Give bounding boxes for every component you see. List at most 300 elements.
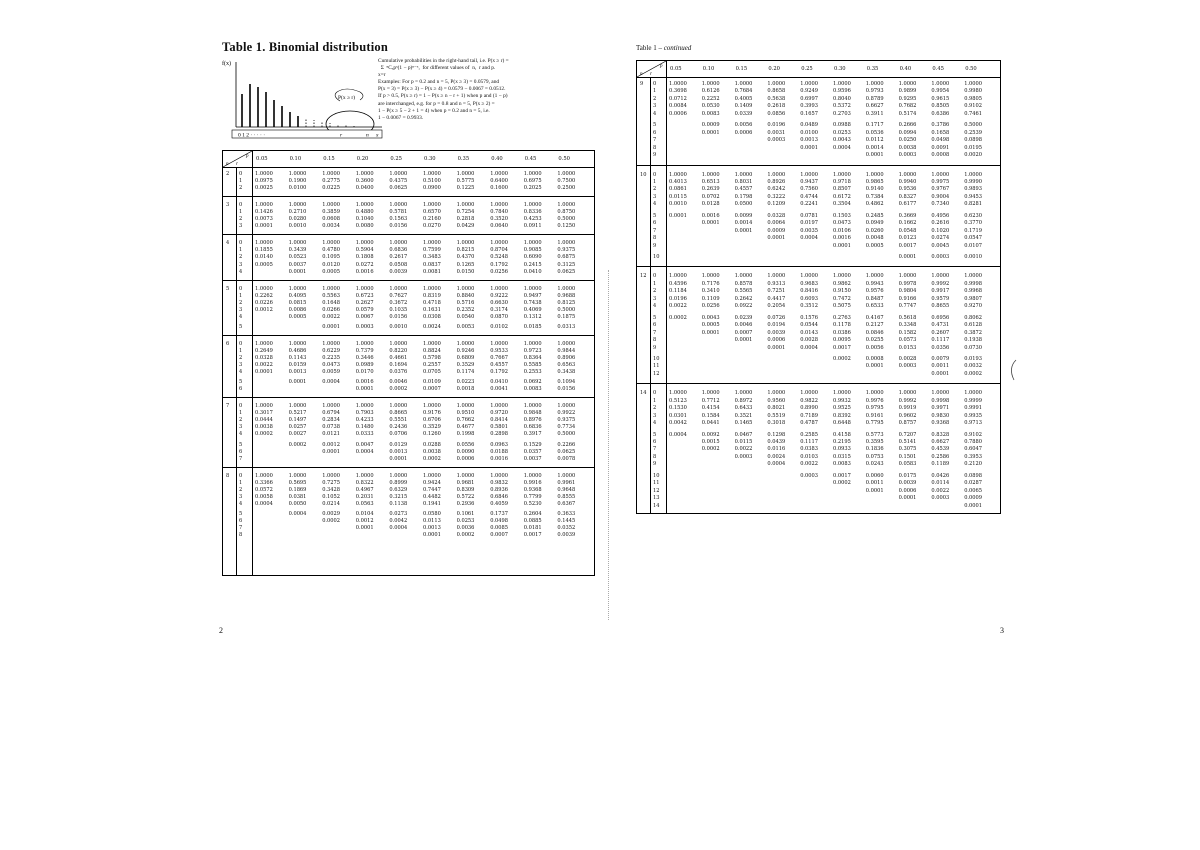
header-n-label: n [640, 72, 643, 77]
probability-cell: 0.9992 [898, 397, 917, 404]
r-value: 5 [653, 212, 657, 219]
r-value: 2 [653, 405, 657, 412]
probability-cell: 0.0090 [456, 448, 475, 455]
probability-cell: 0.4718 [423, 299, 441, 306]
probability-cell: 0.6836 [389, 247, 408, 254]
probability-cell: 0.0410 [523, 268, 542, 275]
probability-cell: 0.0067 [355, 313, 374, 320]
probability-cell: 0.7207 [898, 431, 917, 438]
probability-cell: 0.1648 [322, 299, 341, 306]
probability-cell: 0.0083 [833, 461, 851, 468]
probability-cell: 0.6047 [964, 446, 983, 453]
probability-cell: 0.0022 [734, 446, 753, 453]
header-n-label: n [226, 162, 229, 167]
probability-cell: 0.9222 [490, 292, 509, 299]
probability-cell: 1.0000 [557, 240, 576, 247]
probability-cell: 0.0573 [898, 337, 917, 344]
probability-cell: 0.8655 [931, 303, 950, 310]
probability-cell: 0.2539 [964, 129, 983, 136]
r-value: 9 [653, 242, 657, 249]
r-value: 4 [653, 420, 657, 427]
block-separator [223, 467, 594, 468]
probability-cell: 0.0022 [669, 303, 687, 310]
probability-cell: 0.9681 [456, 479, 475, 486]
probability-cell: 0.0580 [423, 510, 441, 517]
probability-cell: 0.0702 [701, 193, 720, 200]
r-value: 10 [653, 254, 660, 260]
probability-cell: 0.7254 [456, 209, 475, 216]
probability-cell: 0.7438 [523, 299, 542, 306]
r-value: 8 [653, 337, 657, 344]
probability-cell: 0.5565 [734, 288, 753, 295]
probability-cell: 0.0001 [931, 370, 950, 377]
r-value: 7 [653, 329, 657, 336]
probability-cell: 0.0753 [865, 453, 884, 460]
probability-cell: 0.0009 [964, 495, 983, 502]
probability-cell: 0.0253 [833, 129, 851, 136]
probability-cell: 0.2241 [800, 201, 819, 208]
probability-cell: 1.0000 [931, 390, 950, 397]
probability-cell: 1.0000 [322, 403, 341, 410]
probability-cell: 0.1497 [288, 417, 307, 424]
probability-cell: 0.0009 [767, 227, 786, 234]
probability-cell: 0.0115 [734, 439, 753, 445]
probability-cell: 0.4677 [456, 424, 475, 431]
probability-cell: 0.1061 [456, 510, 475, 517]
probability-cell: 0.0426 [931, 472, 950, 479]
probability-cell: 0.3669 [898, 212, 917, 219]
probability-cell: 0.0038 [423, 448, 441, 455]
probability-cell: 0.7880 [964, 439, 983, 445]
probability-cell: 0.5695 [288, 479, 307, 486]
probability-cell: 0.0156 [557, 386, 576, 393]
probability-cell: 0.9270 [964, 303, 983, 310]
header-corner [637, 61, 666, 77]
probability-cell: 0.0003 [767, 137, 786, 144]
probability-cell: 0.0547 [964, 235, 983, 242]
binding-marks [608, 270, 611, 620]
probability-cell: 0.4370 [456, 254, 475, 261]
r-value: 5 [653, 431, 657, 438]
probability-cell: 0.0022 [800, 461, 819, 468]
probability-cell: 0.0540 [456, 313, 475, 320]
probability-cell: 1.0000 [931, 273, 950, 280]
r-value: 0 [653, 390, 657, 397]
n-value: 7 [226, 403, 230, 410]
r-value: 1 [239, 347, 243, 354]
probability-cell: 1.0000 [523, 240, 542, 247]
r-value: 2 [239, 254, 243, 261]
probability-cell: 0.0352 [557, 525, 576, 531]
probability-cell: 0.5000 [964, 122, 983, 129]
probability-cell: 0.0100 [800, 129, 819, 136]
probability-cell: 0.1184 [669, 288, 687, 295]
probability-cell: 0.1143 [288, 355, 307, 361]
probability-cell: 0.0994 [898, 129, 917, 136]
probability-cell: 0.0556 [456, 441, 475, 448]
probability-cell: 0.7176 [701, 280, 720, 287]
r-value: 6 [653, 129, 657, 136]
probability-cell: 0.0037 [288, 261, 307, 268]
column-divider [666, 61, 667, 513]
probability-cell: 0.0004 [669, 431, 687, 438]
probability-cell: 0.7275 [322, 479, 341, 486]
probability-cell: 0.6794 [322, 410, 341, 417]
probability-cell: 0.8040 [833, 95, 851, 102]
probability-cell: 0.0014 [734, 220, 753, 227]
probability-cell: 0.5781 [389, 209, 408, 216]
probability-cell: 0.2666 [898, 122, 917, 129]
probability-cell: 0.9793 [865, 88, 884, 95]
probability-cell: 0.0060 [865, 472, 884, 479]
probability-cell: 0.0005 [322, 268, 341, 275]
r-value: 7 [653, 446, 657, 453]
probability-cell: 0.0039 [767, 329, 786, 336]
probability-cell: 0.9150 [833, 288, 851, 295]
probability-cell: 1.0000 [964, 273, 983, 280]
probability-cell: 0.0911 [523, 223, 542, 230]
probability-cell: 0.0083 [701, 110, 720, 117]
r-value: 4 [239, 313, 243, 320]
probability-cell: 0.5123 [669, 397, 687, 404]
figure-region-label: P(x ≥ r) [338, 95, 356, 101]
probability-cell: 1.0000 [964, 81, 983, 87]
probability-cell: 0.0712 [669, 95, 687, 102]
probability-cell: 0.0253 [456, 517, 475, 524]
probability-cell: 0.0726 [767, 314, 786, 321]
probability-cell: 0.0005 [288, 313, 307, 320]
probability-cell: 1.0000 [964, 171, 983, 178]
r-value: 0 [653, 273, 657, 280]
probability-cell: 0.0016 [701, 212, 720, 219]
probability-cell: 0.0007 [423, 386, 441, 393]
binomial-table-left [222, 150, 595, 576]
probability-cell: 0.3859 [322, 209, 341, 216]
probability-cell: 0.8487 [865, 295, 884, 302]
probability-cell: 0.1808 [355, 254, 374, 261]
probability-cell: 0.0002 [322, 517, 341, 524]
probability-cell: 0.6386 [931, 110, 950, 117]
binomial-table-right [636, 60, 1001, 514]
r-value: 4 [653, 303, 657, 310]
probability-cell: 1.0000 [734, 273, 753, 280]
probability-cell: 0.6242 [767, 186, 786, 193]
probability-cell: 0.9767 [931, 186, 950, 193]
probability-cell: 0.7379 [355, 347, 374, 354]
probability-cell: 0.0042 [389, 517, 408, 524]
probability-cell: 0.0846 [865, 329, 884, 336]
probability-cell: 0.8416 [800, 288, 819, 295]
probability-cell: 0.2642 [734, 295, 753, 302]
probability-cell: 1.0000 [456, 472, 475, 479]
probability-cell: 0.3125 [557, 261, 576, 268]
probability-cell: 0.2031 [355, 493, 374, 500]
header-p-value: 0.10 [702, 66, 715, 72]
probability-cell: 0.1875 [557, 313, 576, 320]
probability-cell: 1.0000 [389, 403, 408, 410]
page-number-right: 3 [1000, 626, 1004, 635]
header-p-value: 0.15 [735, 66, 748, 72]
probability-cell: 1.0000 [523, 403, 542, 410]
probability-cell: 0.0003 [931, 254, 950, 260]
probability-cell: 0.0053 [456, 323, 475, 330]
probability-cell: 0.0059 [322, 369, 341, 376]
r-value: 1 [239, 410, 243, 417]
r-value: 3 [653, 412, 657, 419]
probability-cell: 0.2557 [423, 362, 441, 369]
probability-cell: 0.8322 [355, 479, 374, 486]
probability-cell: 0.6875 [557, 254, 576, 261]
probability-cell: 1.0000 [456, 202, 475, 209]
probability-cell: 0.0001 [669, 212, 687, 219]
probability-cell: 1.0000 [523, 285, 542, 292]
probability-cell: 1.0000 [931, 171, 950, 178]
probability-cell: 0.9718 [833, 178, 851, 185]
probability-cell: 0.4154 [701, 405, 720, 412]
probability-cell: 0.0006 [456, 455, 475, 462]
probability-cell: 0.6400 [490, 178, 509, 185]
probability-cell: 0.9998 [964, 280, 983, 287]
probability-cell: 0.4557 [490, 362, 509, 369]
probability-cell: 0.7627 [389, 292, 408, 299]
probability-cell: 0.0159 [288, 362, 307, 369]
probability-cell: 0.1117 [931, 337, 950, 344]
probability-cell: 0.9954 [931, 88, 950, 95]
probability-cell: 0.0175 [898, 472, 917, 479]
probability-cell: 0.0004 [767, 461, 786, 468]
probability-cell: 0.9166 [898, 295, 917, 302]
probability-cell: 0.0188 [490, 448, 509, 455]
probability-cell: 0.0022 [931, 487, 950, 494]
probability-cell: 0.0386 [833, 329, 851, 336]
n-value: 5 [226, 285, 230, 292]
probability-cell: 0.7384 [865, 193, 884, 200]
probability-cell: 0.0085 [490, 525, 509, 531]
probability-cell: 0.9140 [865, 186, 884, 193]
probability-cell: 0.0001 [701, 220, 720, 227]
probability-cell: 0.9579 [931, 295, 950, 302]
page-number-left: 2 [219, 626, 223, 635]
probability-cell: 0.0039 [389, 268, 408, 275]
r-value: 0 [239, 472, 243, 479]
probability-cell: 0.0356 [931, 344, 950, 351]
probability-cell: 0.0011 [865, 480, 884, 487]
probability-cell: 1.0000 [557, 171, 576, 177]
r-value: 14 [653, 502, 660, 509]
r-value: 0 [239, 403, 243, 410]
probability-cell: 0.0583 [898, 461, 917, 468]
probability-cell: 0.8328 [931, 431, 950, 438]
probability-cell: 1.0000 [456, 285, 475, 292]
probability-cell: 0.0116 [767, 446, 786, 453]
probability-cell: 0.0287 [964, 480, 983, 487]
probability-cell: 0.9935 [964, 412, 983, 419]
figure-r-label: r [340, 132, 343, 139]
probability-cell: 0.6533 [865, 303, 884, 310]
probability-cell: 0.9922 [557, 410, 576, 417]
probability-cell: 0.1938 [964, 337, 983, 344]
probability-cell: 0.5775 [456, 178, 475, 185]
probability-cell: 0.2500 [557, 185, 576, 192]
probability-cell: 0.9602 [898, 412, 917, 419]
probability-cell: 0.1662 [898, 220, 917, 227]
probability-cell: 0.3483 [423, 254, 441, 261]
probability-cell: 0.4661 [389, 355, 408, 361]
probability-cell: 0.0196 [669, 295, 687, 302]
probability-cell: 0.1209 [767, 201, 786, 208]
probability-cell: 0.0002 [389, 386, 408, 393]
probability-cell: 0.1094 [557, 379, 576, 386]
probability-cell: 0.9424 [423, 479, 441, 486]
probability-cell: 0.1409 [734, 103, 753, 110]
probability-cell: 0.0100 [288, 185, 307, 192]
probability-cell: 0.0706 [389, 431, 408, 438]
probability-cell: 1.0000 [898, 81, 917, 87]
probability-cell: 0.0078 [557, 455, 576, 462]
probability-cell: 1.0000 [255, 240, 273, 247]
probability-cell: 0.0270 [423, 223, 441, 230]
probability-cell: 0.1694 [389, 362, 408, 369]
probability-cell: 0.8578 [734, 280, 753, 287]
probability-cell: 0.0523 [288, 254, 307, 261]
probability-cell: 0.1737 [490, 510, 509, 517]
probability-cell: 1.0000 [734, 390, 753, 397]
probability-cell: 0.2025 [523, 185, 542, 192]
r-value: 2 [239, 299, 243, 306]
r-value: 12 [653, 370, 660, 377]
probability-cell: 0.0001 [898, 254, 917, 260]
probability-cell: 0.9453 [964, 193, 983, 200]
probability-cell: 0.7447 [423, 486, 441, 493]
probability-cell: 0.0195 [964, 144, 983, 151]
probability-cell: 0.2649 [255, 347, 273, 354]
probability-cell: 0.6230 [964, 212, 983, 219]
probability-cell: 0.0012 [322, 441, 341, 448]
probability-cell: 1.0000 [423, 340, 441, 347]
probability-cell: 0.1869 [288, 486, 307, 493]
probability-cell: 0.0508 [389, 261, 408, 268]
probability-cell: 0.0106 [833, 227, 851, 234]
probability-cell: 0.5100 [423, 178, 441, 185]
probability-cell: 1.0000 [701, 81, 720, 87]
probability-cell: 0.0001 [865, 363, 884, 370]
header-p-value: 0.45 [524, 156, 537, 162]
probability-cell: 0.0226 [255, 299, 273, 306]
probability-cell: 0.6448 [833, 420, 851, 427]
probability-cell: 0.0885 [523, 517, 542, 524]
probability-cell: 0.1719 [964, 227, 983, 234]
probability-cell: 1.0000 [833, 81, 851, 87]
probability-cell: 0.0043 [833, 137, 851, 144]
probability-cell: 0.1576 [800, 314, 819, 321]
probability-cell: 0.1260 [423, 431, 441, 438]
probability-cell: 0.0730 [964, 344, 983, 351]
probability-cell: 0.1941 [423, 500, 441, 507]
probability-cell: 0.9560 [767, 397, 786, 404]
probability-cell: 1.0000 [456, 340, 475, 347]
r-value: 6 [239, 448, 243, 455]
probability-cell: 0.2936 [456, 500, 475, 507]
probability-cell: 1.0000 [355, 285, 374, 292]
probability-cell: 0.3438 [557, 369, 576, 376]
probability-cell: 0.0328 [255, 355, 273, 361]
probability-cell: 1.0000 [701, 171, 720, 178]
probability-cell: 0.1900 [288, 178, 307, 185]
probability-cell: 0.5372 [833, 103, 851, 110]
r-value: 4 [239, 268, 243, 275]
probability-cell: 1.0000 [288, 340, 307, 347]
probability-cell: 0.1792 [490, 369, 509, 376]
probability-cell: 0.4539 [931, 446, 950, 453]
probability-cell: 0.1465 [734, 420, 753, 427]
probability-cell: 0.0001 [898, 495, 917, 502]
probability-cell: 0.4375 [389, 178, 408, 185]
probability-cell: 0.0064 [767, 220, 786, 227]
probability-cell: 0.0121 [322, 431, 341, 438]
probability-cell: 0.2415 [523, 261, 542, 268]
figure-n-label: n [366, 132, 369, 139]
probability-cell: 0.0002 [255, 431, 273, 438]
probability-cell: 0.6630 [490, 299, 509, 306]
probability-cell: 0.0002 [964, 370, 983, 377]
probability-cell: 0.2604 [523, 510, 542, 517]
probability-cell: 0.0020 [964, 152, 983, 159]
r-value: 4 [239, 431, 243, 438]
probability-cell: 0.9961 [557, 479, 576, 486]
probability-cell: 0.0156 [389, 313, 408, 320]
probability-cell: 1.0000 [322, 285, 341, 292]
probability-cell: 0.0001 [423, 532, 441, 539]
probability-cell: 0.9822 [800, 397, 819, 404]
probability-cell: 0.2252 [701, 95, 720, 102]
r-value: 11 [653, 363, 660, 370]
probability-cell: 0.6126 [701, 88, 720, 95]
probability-cell: 0.9971 [931, 405, 950, 412]
probability-cell: 0.7472 [833, 295, 851, 302]
probability-cell: 1.0000 [255, 285, 273, 292]
header-p-value: 0.50 [558, 156, 570, 162]
probability-cell: 1.0000 [423, 472, 441, 479]
probability-cell: 0.8309 [456, 486, 475, 493]
probability-cell: 1.0000 [490, 285, 509, 292]
probability-cell: 0.0007 [490, 532, 509, 539]
probability-cell: 0.1836 [865, 446, 884, 453]
probability-cell: 0.6090 [523, 254, 542, 261]
probability-cell: 1.0000 [355, 340, 374, 347]
probability-cell: 0.0084 [669, 103, 687, 110]
header-p-value: 0.10 [289, 156, 302, 162]
probability-cell: 0.0640 [490, 223, 509, 230]
probability-cell: 0.0013 [423, 525, 441, 531]
probability-cell: 1.0000 [288, 472, 307, 479]
probability-cell: 0.0266 [322, 306, 341, 313]
header-p-value: 0.50 [965, 66, 977, 72]
r-value: 1 [653, 397, 657, 404]
probability-cell: 1.0000 [898, 273, 917, 280]
r-value: 6 [653, 322, 657, 329]
description-line: If p > 0.5, P(x ≥ r) = 1 − P(x ≥ n − r + 1) when p and (1 − p) [378, 93, 508, 100]
probability-cell: 0.6177 [898, 201, 917, 208]
probability-cell: 1.0000 [355, 202, 374, 209]
r-value: 3 [239, 223, 243, 230]
probability-cell: 1.0000 [389, 202, 408, 209]
probability-cell: 0.0031 [767, 129, 786, 136]
probability-cell: 0.8665 [389, 410, 408, 417]
probability-cell: 0.9807 [964, 295, 983, 302]
description [378, 58, 594, 122]
probability-cell: 0.0949 [865, 220, 884, 227]
probability-cell: 0.0250 [898, 137, 917, 144]
